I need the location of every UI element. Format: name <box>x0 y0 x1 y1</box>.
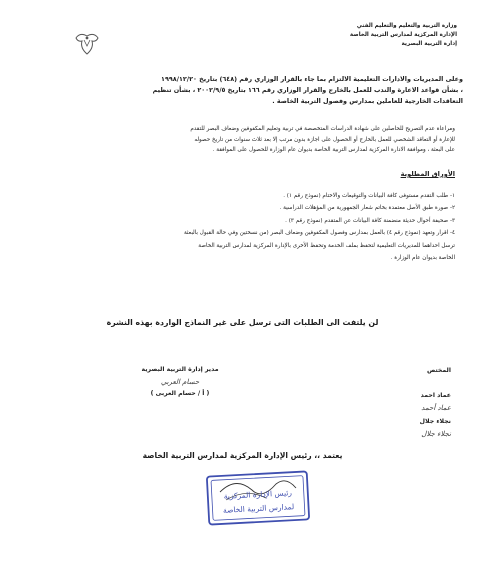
approval-line: يعتمد ،، رئيس الإدارة المركزية لمدارس التربية الخاصة <box>142 451 343 460</box>
requirement-item: ترسل احداهما للمديريات التعليمية لتحفظ بملف الخدمة وتحفظ الأخرى بالإدارة المركزية لمدارس التربية الخاصة <box>198 242 455 249</box>
specialist-name-2: نجلاء جلال <box>419 418 451 425</box>
conditions-paragraph <box>24 124 455 156</box>
stamp-line-2: لمدارس التربية الخاصة <box>222 502 295 515</box>
intro-line-2: ، بشأن قواعد الاعارة والندب للعمل بالخارج والقرار الوزاري رقم ١٦٦ بتاريخ ٢٠٠٢/٩/٥ ، بشأن تنظيم <box>152 86 463 94</box>
requirement-item: ١- طلب التقدم مستوفى كافة البيانات والتوقيعات والاختام (نموذج رقم ١) . <box>283 193 455 199</box>
ministry-header <box>297 22 457 49</box>
stamp-line-1: رئيس الإدارة المركزية <box>223 488 293 501</box>
forms-notice: لن يلتفت الى الطلبات التى ترسل على غير النماذج الواردة بهذه النشرة <box>106 318 379 327</box>
ministry-emblem-icon <box>70 28 104 62</box>
requirements-title: الأوراق المطلوبة <box>400 170 455 178</box>
requirement-item: ٣- صحيفة أحوال حديثة منضمنة كافة البيانات عن المتقدم (نموذج رقم ٣) . <box>285 217 455 224</box>
paragraph-line-1: ومراعاة عدم التصريح للحاصلين على شهادة الدراسات المتخصصة في تربية وتعليم المكفوفين وضعاف البصر للتقدم <box>190 126 455 132</box>
header-line-visual-education: إدارة التربية البصرية <box>401 41 457 47</box>
requirement-item: ٢- صورة طبق الأصل معتمدة بخاتم شعار الجمهورية من المؤهلات الدراسية . <box>279 205 455 212</box>
specialist-label: المختص <box>426 367 451 374</box>
specialist-handwritten-2: نجلاء جلال <box>421 430 451 438</box>
intro-line-3: التعاقدات الخارجية للعاملين بمدارس وفصول التربية الخاصة . <box>272 97 463 105</box>
paragraph-line-3: على البعثة ، وموافقة الادارة المركزية لمدارس التربية الخاصة بديوان عام الوزارة للحصول على الموافقة . <box>212 147 455 153</box>
official-stamp <box>206 470 310 526</box>
header-line-ministry: وزارة التربية والتعليم والتعليم الفني <box>356 23 457 29</box>
intro-line-1: وعلى المديريات والادارات التعليمية الالتزام بما جاء بالقرار الوزاري رقم (٦٤٨) بتاريخ ١٩٩٨/١٢/٢٠ <box>161 75 463 83</box>
intro-paragraph <box>22 74 463 107</box>
director-name: ( أ / حسام العربى ) <box>150 390 210 397</box>
director-handwritten-signature: حسام العربي <box>160 378 200 386</box>
specialist-name-1: عماد احمد <box>420 392 451 399</box>
director-signature-block <box>80 364 280 400</box>
requirement-item: الخاصة بديوان عام الوزارة . <box>390 255 455 262</box>
specialist-handwritten-1: عماد أحمد <box>421 404 451 412</box>
header-line-central-admin: الإدارة المركزية لمدارس التربية الخاصة <box>349 32 457 38</box>
requirements-list <box>26 190 455 264</box>
paragraph-line-2: للإعارة أو التعاقد الشخصي للعمل بالخارج أو الحصول على اجازة بدون مرتب إلا بعد ثلاث سنوات من تاريخ حصوله <box>194 136 455 143</box>
requirement-item: ٤- اقرار وتعهد (نموذج رقم ٤) بالعمل بمدارس وفصول المكفوفين وضعاف البصر (من نسختين وفي حالة القبول بالبعثة <box>183 230 455 237</box>
specialist-signature-block <box>361 364 451 441</box>
director-title: مدير إدارة التربية البصرية <box>141 366 219 373</box>
